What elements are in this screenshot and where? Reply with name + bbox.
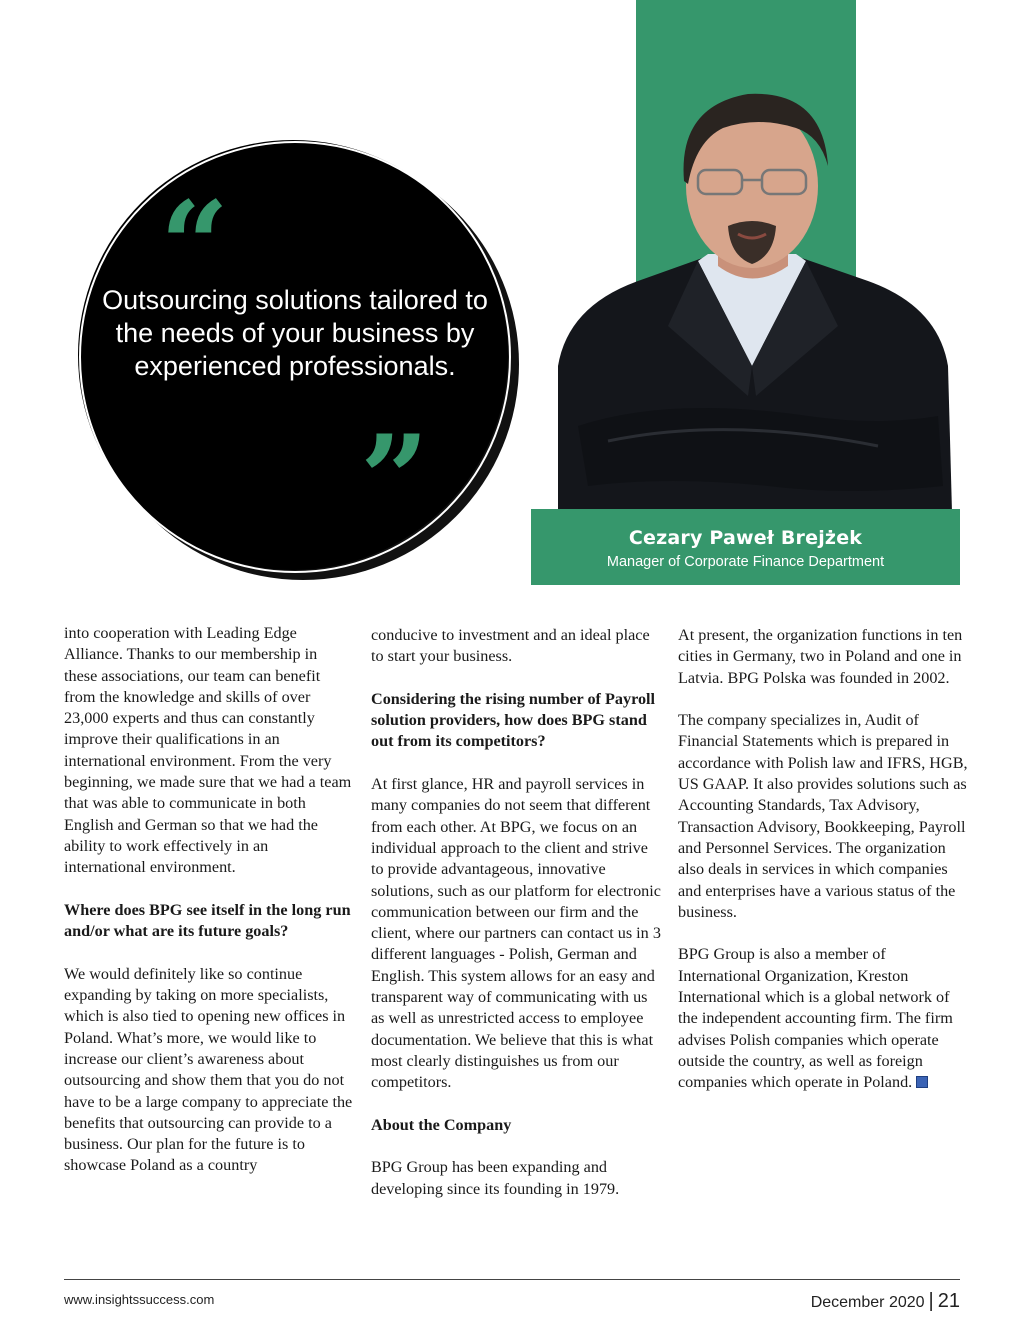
profile-title: Manager of Corporate Finance Department xyxy=(606,554,885,570)
paragraph: At present, the organization functions in ten cities in Germany, two in Poland and one in Latvia. BPG Polska was founded in 2002. xyxy=(678,626,963,687)
paragraph: into cooperation with Leading Edge Alliance. Thanks to our membership in these associations, our team can benefit from the knowledge and skills of over 23,000 experts and thus can constantly improve their qualifications in an international environment. From the very beginning, we made sure that we had a team that was able to communicate in both English and German so that we had the ability to work effectively in an international environment. xyxy=(64,624,352,877)
profile-name: Cezary Paweł Brejżek xyxy=(628,527,863,549)
footer-separator: | xyxy=(928,1290,934,1312)
section-heading: About the Company xyxy=(371,1115,512,1134)
article-column-2 xyxy=(371,625,661,1221)
paragraph: The company specializes in, Audit of Financial Statements which is prepared in accordance with Polish law and IFRS, HGB, US GAAP. It also provides solutions such as Accounting Standards, Tax Advisory, Transaction Advisory, Bookkeeping, Payroll and Personnel Services. The organization also deals in services in which companies and enterprises have a various status of the business. xyxy=(678,711,968,921)
page-number: 21 xyxy=(937,1290,960,1312)
paragraph: We would definitely like so continue expanding by taking on more specialists, which is also tied to opening new offices in Poland. What’s more, we would like to increase our client’s awareness about outsourcing and show them that you do not have to be a large company to appreciate the benefits that outsourcing can provide to a business. Our plan for the future is to showcase Poland as a country xyxy=(64,964,353,1175)
interview-question: Considering the rising number of Payroll solution providers, how does BPG stand out from its competitors? xyxy=(371,689,656,751)
end-of-article-square-icon xyxy=(916,1076,928,1088)
interview-question: Where does BPG see itself in the long run and/or what are its future goals? xyxy=(64,900,351,941)
paragraph: BPG Group has been expanding and developing since its founding in 1979. xyxy=(371,1158,620,1198)
paragraph: At first glance, HR and payroll services in many companies do not seem that different from each other. At BPG, we focus on an individual approach to the client and strive to provide advantageous, innovative solutions, such as our platform for electronic communication between our firm and the client, where our partners can contact us in 3 different languages - Polish, German and English. This system allows for an easy and transparent way of communicating with us as well as unrestricted access to employee documentation. We believe that this is what most clearly distinguishes us from our competitors. xyxy=(371,775,661,1092)
profile-caption xyxy=(531,509,960,585)
open-quote-icon: “ xyxy=(160,175,230,316)
paragraph-final xyxy=(678,944,968,1093)
footer-divider xyxy=(64,1279,960,1280)
portrait-photo xyxy=(548,66,956,512)
footer-issue-info xyxy=(811,1290,960,1313)
paragraph-final-text: BPG Group is also a member of International Organization, Kreston International which is a global network of the independent accounting firm. The firm advises Polish companies which operate outside the country, as well as foreign companies which operate in Poland. xyxy=(678,945,953,1092)
issue-date: December 2020 xyxy=(810,1294,925,1311)
pull-quote-text: Outsourcing solutions tailored to the needs of your business by experienced professionals. xyxy=(102,285,488,381)
paragraph: conducive to investment and an ideal place to start your business. xyxy=(371,626,650,666)
footer-website-url: www.insightssuccess.com xyxy=(64,1292,215,1307)
close-quote-icon: ” xyxy=(360,409,430,550)
article-column-1 xyxy=(64,623,354,1198)
article-column-3 xyxy=(678,625,968,1115)
